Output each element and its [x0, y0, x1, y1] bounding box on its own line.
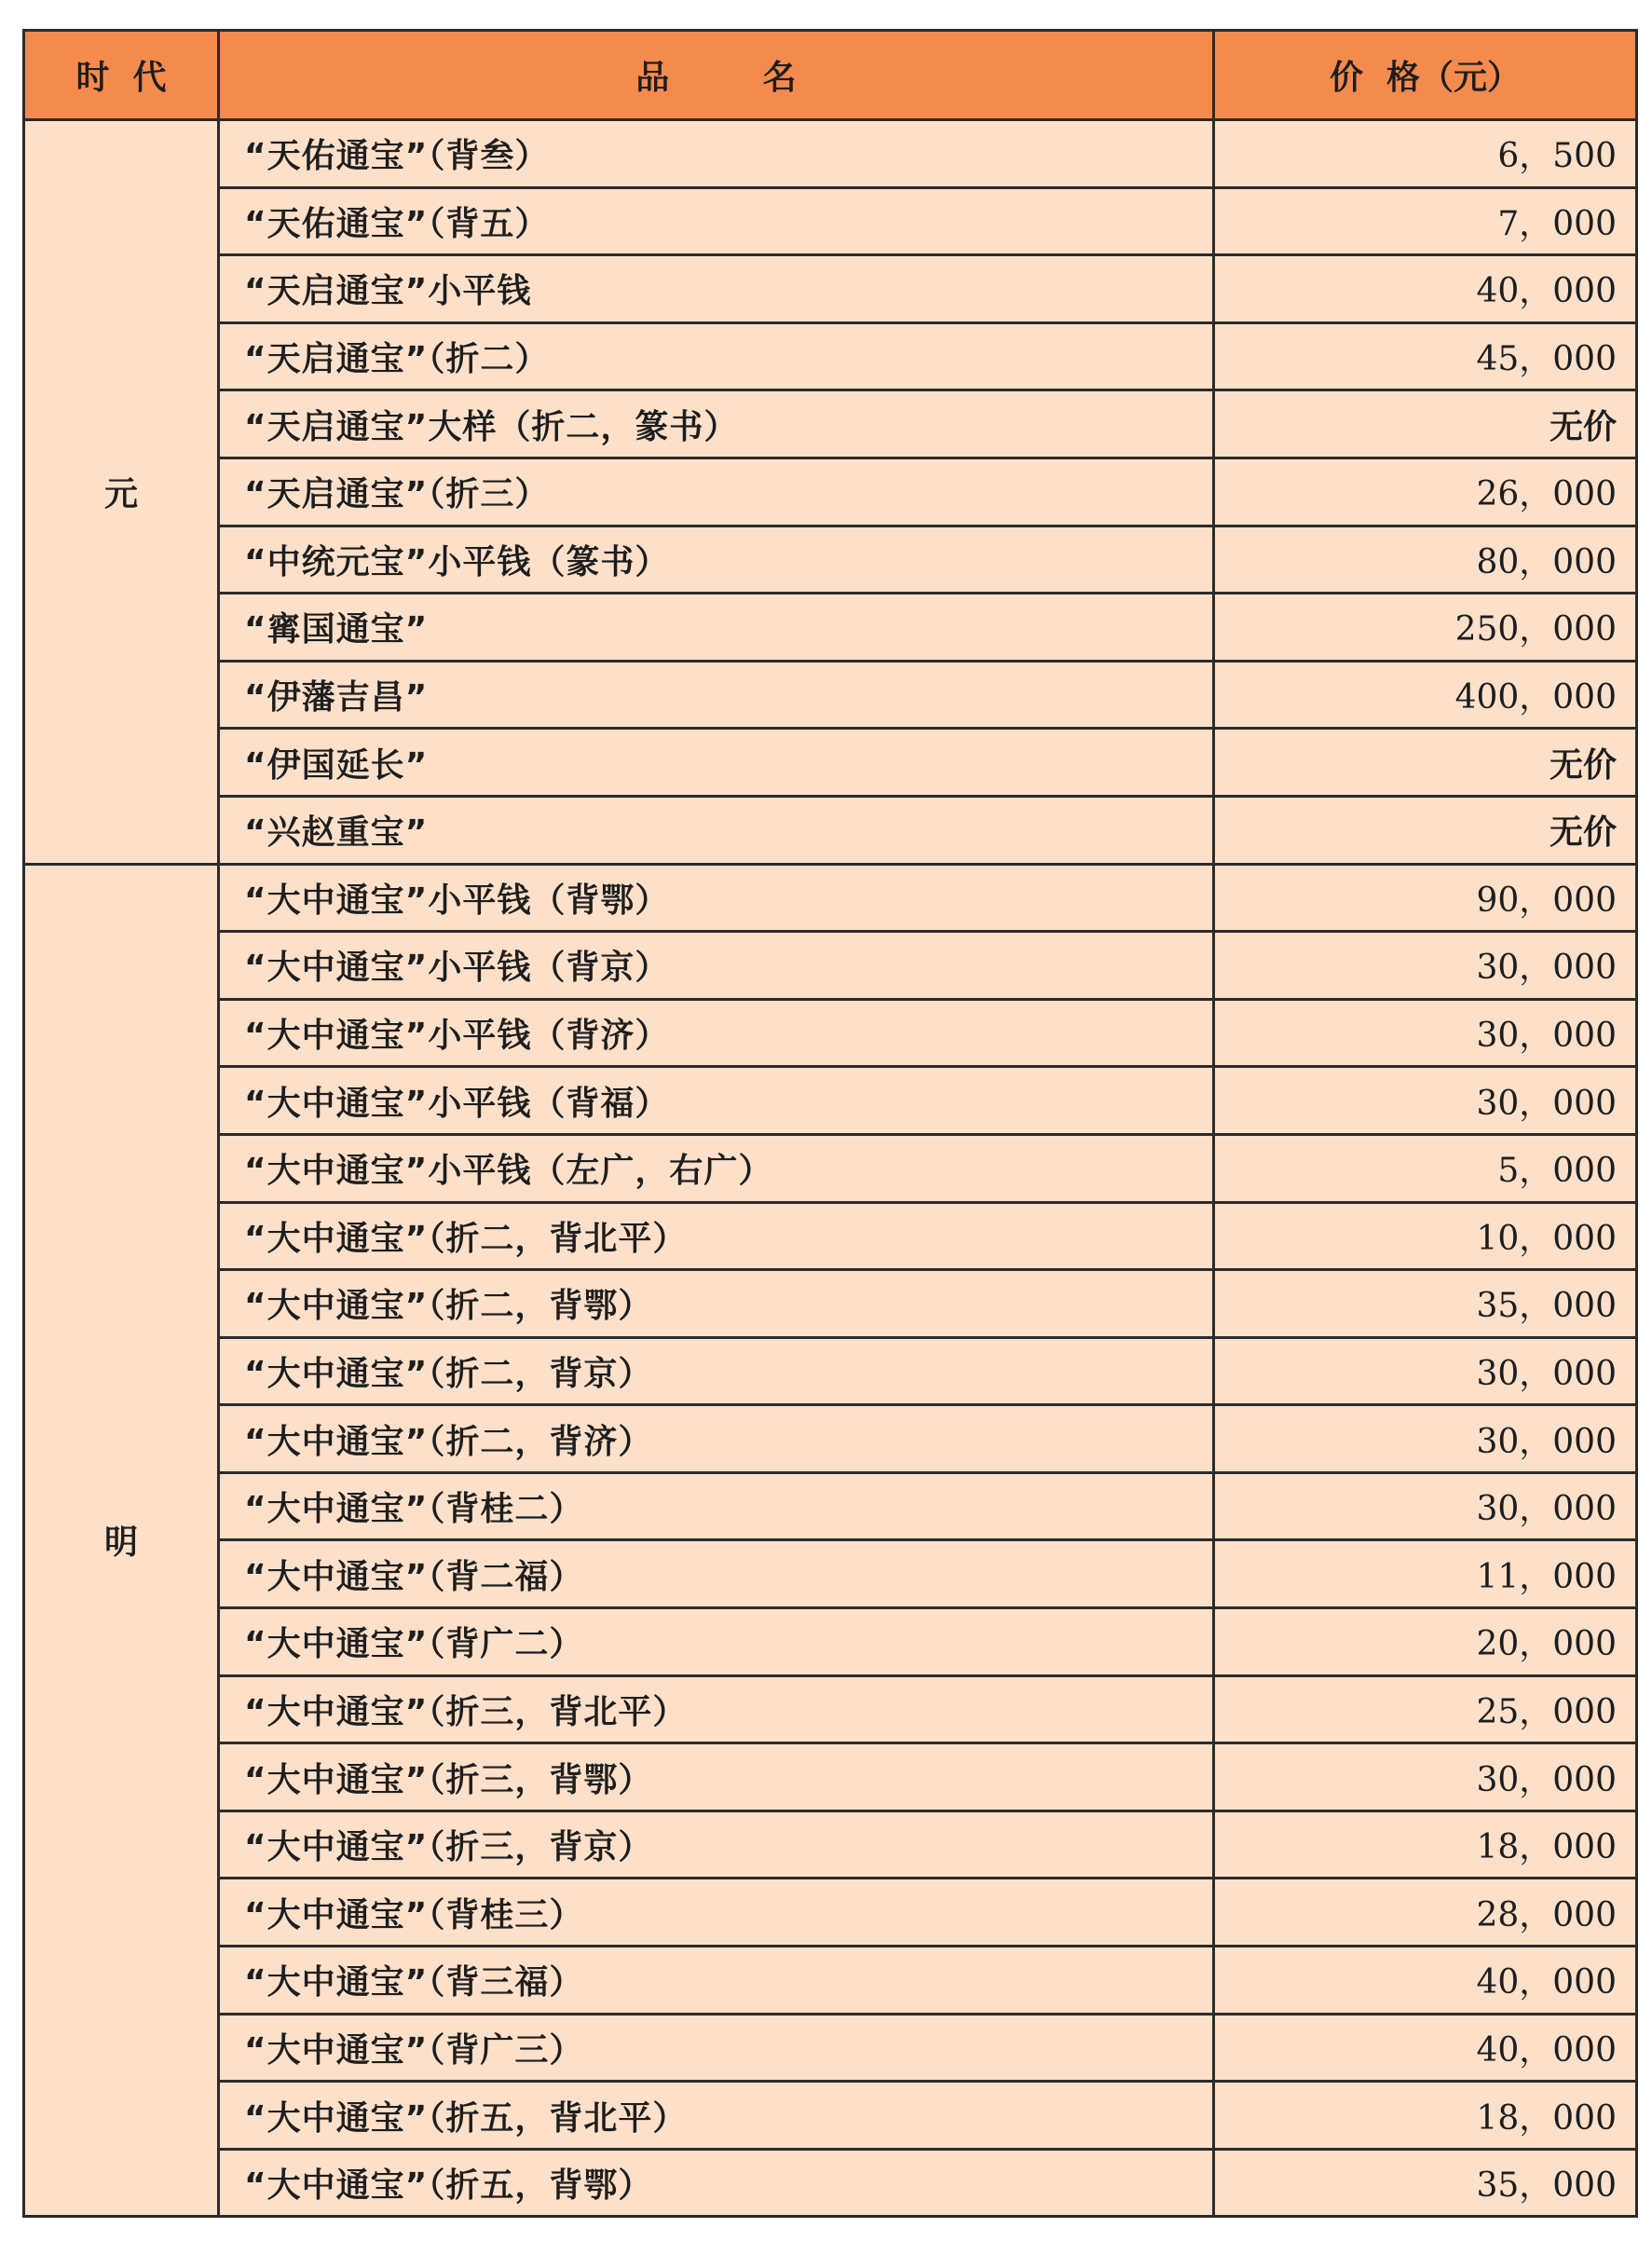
coin-name-cell: “大中通宝”（折三，背北平） [219, 1675, 1214, 1743]
coin-name-cell: “天启通宝”小平钱 [219, 255, 1214, 323]
coin-price-cell: 无价 [1214, 390, 1637, 458]
coin-name-cell: “大中通宝”小平钱（左广，右广） [219, 1134, 1214, 1202]
table-row [24, 322, 1637, 390]
coin-price-cell: 30，000 [1214, 1472, 1637, 1540]
coin-price-cell: 45，000 [1214, 322, 1637, 390]
coin-price-cell: 250，000 [1214, 594, 1637, 662]
header-name: 品 名 [219, 31, 1214, 120]
coin-name-cell: “天佑通宝”（背五） [219, 187, 1214, 255]
table-row [24, 390, 1637, 458]
table-body [24, 120, 1637, 2217]
coin-name-cell: “大中通宝”（背广二） [219, 1608, 1214, 1676]
table-row [24, 2149, 1637, 2217]
table-row [24, 661, 1637, 729]
table-row [24, 1675, 1637, 1743]
table-row [24, 729, 1637, 797]
coin-name-cell: “大中通宝”小平钱（背鄂） [219, 864, 1214, 932]
coin-price-cell: 无价 [1214, 729, 1637, 797]
coin-price-cell: 30，000 [1214, 932, 1637, 1000]
coin-price-cell: 18，000 [1214, 2082, 1637, 2150]
header-price: 价 格（元） [1214, 31, 1637, 120]
coin-price-cell: 400，000 [1214, 661, 1637, 729]
coin-name-cell: “伊藩吉昌” [219, 661, 1214, 729]
coin-price-cell: 6，500 [1214, 120, 1637, 188]
table-row [24, 796, 1637, 864]
coin-price-cell: 30，000 [1214, 1067, 1637, 1135]
table-row [24, 255, 1637, 323]
table-row [24, 526, 1637, 594]
coin-price-cell: 30，000 [1214, 1743, 1637, 1811]
table-row [24, 1134, 1637, 1202]
coin-name-cell: “大中通宝”（背广三） [219, 2014, 1214, 2082]
coin-price-cell: 7，000 [1214, 187, 1637, 255]
coin-name-cell: “大中通宝”（折五，背鄂） [219, 2149, 1214, 2217]
header-row [24, 31, 1637, 120]
era-cell: 元 [24, 120, 219, 865]
coin-name-cell: “大中通宝”（背桂三） [219, 1879, 1214, 1947]
coin-price-cell: 80，000 [1214, 526, 1637, 594]
coin-name-cell: “大中通宝”（折二，背鄂） [219, 1270, 1214, 1338]
coin-price-table [22, 29, 1638, 2218]
coin-name-cell: “兴赵重宝” [219, 796, 1214, 864]
coin-name-cell: “大中通宝”小平钱（背济） [219, 999, 1214, 1067]
coin-name-cell: “大中通宝”（折二，背京） [219, 1337, 1214, 1405]
table-row [24, 1472, 1637, 1540]
coin-price-cell: 30，000 [1214, 1337, 1637, 1405]
coin-price-cell: 30，000 [1214, 1405, 1637, 1473]
coin-name-cell: “天启通宝”（折三） [219, 458, 1214, 526]
coin-price-cell: 25，000 [1214, 1675, 1637, 1743]
table-row [24, 1743, 1637, 1811]
coin-name-cell: “大中通宝”小平钱（背京） [219, 932, 1214, 1000]
coin-name-cell: “寗国通宝” [219, 594, 1214, 662]
table-row [24, 1540, 1637, 1608]
table-row [24, 120, 1637, 188]
table-row [24, 2082, 1637, 2150]
coin-price-cell: 30，000 [1214, 999, 1637, 1067]
coin-name-cell: “大中通宝”（折五，背北平） [219, 2082, 1214, 2150]
era-cell: 明 [24, 864, 219, 2217]
coin-price-cell: 28，000 [1214, 1879, 1637, 1947]
coin-price-cell: 40，000 [1214, 1947, 1637, 2015]
coin-name-cell: “大中通宝”（背桂二） [219, 1472, 1214, 1540]
table-row [24, 1270, 1637, 1338]
table-row [24, 1947, 1637, 2015]
coin-price-cell: 10，000 [1214, 1202, 1637, 1270]
header-era: 时 代 [24, 31, 219, 120]
table-row [24, 187, 1637, 255]
table-row [24, 1879, 1637, 1947]
coin-price-cell: 90，000 [1214, 864, 1637, 932]
table-row [24, 932, 1637, 1000]
table-row [24, 1405, 1637, 1473]
table-header [24, 31, 1637, 120]
table-row [24, 1337, 1637, 1405]
coin-name-cell: “伊国延长” [219, 729, 1214, 797]
coin-price-cell: 35，000 [1214, 2149, 1637, 2217]
coin-name-cell: “大中通宝”小平钱（背福） [219, 1067, 1214, 1135]
coin-name-cell: “中统元宝”小平钱（篆书） [219, 526, 1214, 594]
coin-price-cell: 无价 [1214, 796, 1637, 864]
coin-name-cell: “大中通宝”（背二福） [219, 1540, 1214, 1608]
coin-name-cell: “天启通宝”（折二） [219, 322, 1214, 390]
coin-name-cell: “大中通宝”（背三福） [219, 1947, 1214, 2015]
coin-price-cell: 5，000 [1214, 1134, 1637, 1202]
table-row [24, 999, 1637, 1067]
coin-name-cell: “大中通宝”（折三，背京） [219, 1811, 1214, 1879]
coin-name-cell: “天佑通宝”（背叁） [219, 120, 1214, 188]
coin-price-cell: 18，000 [1214, 1811, 1637, 1879]
table-row [24, 2014, 1637, 2082]
coin-price-cell: 40，000 [1214, 255, 1637, 323]
coin-price-cell: 26，000 [1214, 458, 1637, 526]
table-row [24, 1202, 1637, 1270]
table-row [24, 458, 1637, 526]
coin-price-cell: 40，000 [1214, 2014, 1637, 2082]
coin-name-cell: “大中通宝”（折二，背北平） [219, 1202, 1214, 1270]
coin-price-cell: 11，000 [1214, 1540, 1637, 1608]
coin-name-cell: “天启通宝”大样（折二，篆书） [219, 390, 1214, 458]
coin-price-cell: 35，000 [1214, 1270, 1637, 1338]
table-row [24, 864, 1637, 932]
coin-price-cell: 20，000 [1214, 1608, 1637, 1676]
table-row [24, 1608, 1637, 1676]
table-row [24, 594, 1637, 662]
coin-name-cell: “大中通宝”（折三，背鄂） [219, 1743, 1214, 1811]
table-row [24, 1067, 1637, 1135]
coin-name-cell: “大中通宝”（折二，背济） [219, 1405, 1214, 1473]
table-row [24, 1811, 1637, 1879]
